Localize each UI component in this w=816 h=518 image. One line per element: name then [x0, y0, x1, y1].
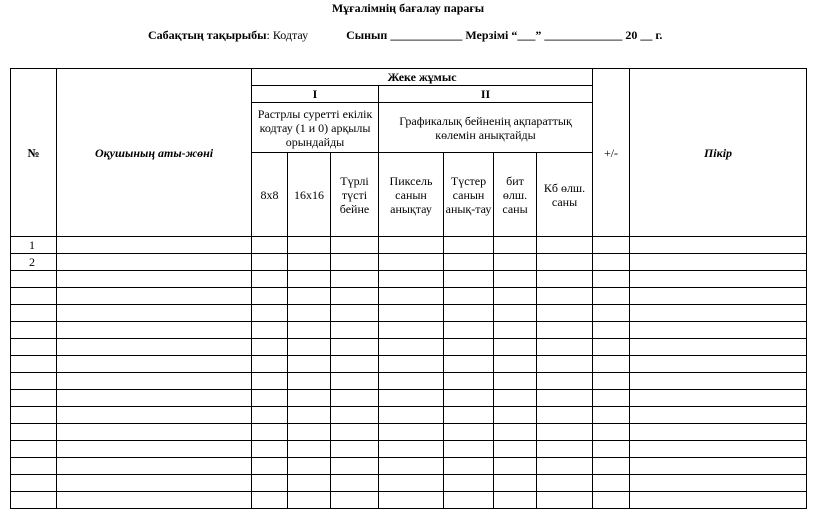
table-row — [11, 424, 807, 441]
table-cell — [494, 492, 537, 509]
year-text: 20 __ г. — [625, 28, 663, 42]
table-row — [11, 288, 807, 305]
table-cell — [379, 424, 444, 441]
table-row — [11, 254, 807, 271]
row-number — [11, 424, 57, 441]
table-cell — [630, 305, 807, 322]
header-sub-pixel-count: Пиксель санын анықтау — [379, 153, 444, 237]
table-cell — [630, 288, 807, 305]
table-cell — [331, 441, 379, 458]
row-number: 1 — [11, 237, 57, 254]
header-comment: Пікір — [630, 69, 807, 237]
table-cell — [252, 254, 288, 271]
table-cell — [444, 390, 494, 407]
table-cell — [444, 305, 494, 322]
table-cell — [494, 441, 537, 458]
table-cell — [630, 254, 807, 271]
table-row — [11, 339, 807, 356]
header-section-2: II — [379, 86, 593, 103]
header-sub-8x8: 8x8 — [252, 153, 288, 237]
table-cell — [630, 441, 807, 458]
header-sub-16x16: 16x16 — [288, 153, 331, 237]
table-cell — [379, 373, 444, 390]
table-cell — [494, 322, 537, 339]
table-cell — [379, 492, 444, 509]
table-cell — [252, 492, 288, 509]
table-cell — [494, 407, 537, 424]
table-row — [11, 441, 807, 458]
table-cell — [494, 305, 537, 322]
table-cell — [57, 390, 252, 407]
table-cell — [288, 475, 331, 492]
table-cell — [593, 441, 630, 458]
table-cell — [331, 288, 379, 305]
table-cell — [379, 339, 444, 356]
header-sub-color-image: Түрлі түсті бейне — [331, 153, 379, 237]
topic-label: Сабақтың тақырыбы — [148, 28, 267, 42]
table-cell — [630, 424, 807, 441]
row-number — [11, 475, 57, 492]
table-cell — [494, 254, 537, 271]
header-student-name: Оқушының аты-жөні — [57, 69, 252, 237]
table-cell — [537, 424, 593, 441]
header-task-2: Графикалық бейненің ақпараттық көлемін анықтайды — [379, 103, 593, 153]
header-section-1: I — [252, 86, 379, 103]
table-row — [11, 237, 807, 254]
table-cell — [57, 424, 252, 441]
table-cell — [537, 288, 593, 305]
table-cell — [444, 271, 494, 288]
table-cell — [494, 424, 537, 441]
table-cell — [630, 339, 807, 356]
lesson-info-line — [148, 27, 662, 43]
row-number — [11, 373, 57, 390]
table-cell — [379, 322, 444, 339]
table-cell — [57, 407, 252, 424]
table-cell — [331, 390, 379, 407]
row-number — [11, 492, 57, 509]
table-cell — [593, 373, 630, 390]
table-cell — [444, 373, 494, 390]
table-cell — [252, 475, 288, 492]
table-cell — [494, 458, 537, 475]
table-cell — [57, 492, 252, 509]
row-number — [11, 390, 57, 407]
table-row — [11, 356, 807, 373]
table-cell — [494, 356, 537, 373]
table-cell — [379, 390, 444, 407]
table-cell — [288, 373, 331, 390]
table-cell — [288, 322, 331, 339]
table-cell — [630, 271, 807, 288]
table-cell — [288, 271, 331, 288]
table-cell — [379, 271, 444, 288]
table-cell — [444, 458, 494, 475]
table-cell — [331, 475, 379, 492]
table-cell — [252, 373, 288, 390]
table-cell — [593, 458, 630, 475]
row-number — [11, 322, 57, 339]
table-cell — [57, 322, 252, 339]
table-cell — [288, 288, 331, 305]
table-cell — [537, 322, 593, 339]
table-cell — [288, 492, 331, 509]
table-cell — [57, 288, 252, 305]
table-cell — [630, 373, 807, 390]
table-cell — [444, 356, 494, 373]
table-cell — [444, 322, 494, 339]
table-cell — [593, 475, 630, 492]
table-cell — [444, 441, 494, 458]
table-cell — [444, 492, 494, 509]
table-cell — [537, 339, 593, 356]
table-cell — [379, 407, 444, 424]
table-cell — [537, 458, 593, 475]
table-cell — [252, 237, 288, 254]
table-cell — [630, 390, 807, 407]
row-number — [11, 271, 57, 288]
table-cell — [379, 356, 444, 373]
table-cell — [444, 254, 494, 271]
table-cell — [57, 237, 252, 254]
table-cell — [494, 475, 537, 492]
table-cell — [444, 475, 494, 492]
table-cell — [331, 407, 379, 424]
date-label: Мерзімі — [465, 28, 509, 42]
table-cell — [593, 237, 630, 254]
row-number — [11, 356, 57, 373]
table-cell — [331, 356, 379, 373]
table-cell — [252, 305, 288, 322]
header-sub-color-count: Түстер санын анық-тау — [444, 153, 494, 237]
table-cell — [630, 322, 807, 339]
table-cell — [252, 322, 288, 339]
table-cell — [444, 237, 494, 254]
row-number — [11, 288, 57, 305]
table-cell — [444, 407, 494, 424]
table-cell — [379, 458, 444, 475]
table-cell — [537, 475, 593, 492]
table-cell — [252, 424, 288, 441]
table-cell — [288, 390, 331, 407]
table-cell — [331, 492, 379, 509]
table-cell — [630, 458, 807, 475]
table-cell — [252, 441, 288, 458]
table-cell — [444, 339, 494, 356]
header-task-1: Растрлы суретті екілік кодтау (1 и 0) арқылы орындайды — [252, 103, 379, 153]
table-cell — [593, 407, 630, 424]
class-blank: ____________ — [390, 28, 463, 42]
table-cell — [252, 407, 288, 424]
table-cell — [537, 356, 593, 373]
table-cell — [331, 271, 379, 288]
table-cell — [537, 237, 593, 254]
table-cell — [593, 305, 630, 322]
table-row — [11, 390, 807, 407]
date-blank: “___” _____________ — [511, 28, 623, 42]
table-cell — [252, 288, 288, 305]
table-row — [11, 475, 807, 492]
table-cell — [593, 254, 630, 271]
table-row — [11, 373, 807, 390]
table-cell — [593, 424, 630, 441]
row-number — [11, 441, 57, 458]
table-cell — [288, 254, 331, 271]
table-cell — [494, 339, 537, 356]
table-cell — [494, 288, 537, 305]
table-cell — [57, 254, 252, 271]
table-cell — [379, 254, 444, 271]
table-cell — [537, 492, 593, 509]
header-sub-bits: бит өлш. саны — [494, 153, 537, 237]
table-cell — [57, 441, 252, 458]
table-cell — [288, 407, 331, 424]
table-cell — [593, 271, 630, 288]
table-cell — [593, 492, 630, 509]
table-cell — [57, 373, 252, 390]
table-row — [11, 492, 807, 509]
table-cell — [252, 356, 288, 373]
table-cell — [593, 339, 630, 356]
table-cell — [537, 305, 593, 322]
table-cell — [252, 339, 288, 356]
table-cell — [57, 305, 252, 322]
table-cell — [379, 288, 444, 305]
table-cell — [494, 271, 537, 288]
table-cell — [537, 407, 593, 424]
table-cell — [593, 288, 630, 305]
table-row — [11, 322, 807, 339]
table-row — [11, 271, 807, 288]
table-row — [11, 407, 807, 424]
table-cell — [252, 271, 288, 288]
row-number — [11, 339, 57, 356]
table-cell — [379, 305, 444, 322]
table-cell — [593, 356, 630, 373]
table-cell — [331, 373, 379, 390]
table-cell — [537, 390, 593, 407]
row-number — [11, 305, 57, 322]
table-cell — [331, 424, 379, 441]
table-cell — [494, 373, 537, 390]
table-cell — [630, 237, 807, 254]
table-cell — [331, 305, 379, 322]
table-cell — [331, 322, 379, 339]
table-cell — [331, 254, 379, 271]
assessment-table — [10, 68, 807, 509]
table-cell — [379, 237, 444, 254]
table-cell — [288, 424, 331, 441]
topic-value: : Кодтау — [266, 28, 309, 42]
table-cell — [593, 390, 630, 407]
row-number: 2 — [11, 254, 57, 271]
table-cell — [57, 356, 252, 373]
table-cell — [57, 339, 252, 356]
table-cell — [494, 237, 537, 254]
table-cell — [57, 271, 252, 288]
table-cell — [379, 441, 444, 458]
table-cell — [630, 475, 807, 492]
table-cell — [537, 441, 593, 458]
table-cell — [331, 237, 379, 254]
table-cell — [494, 390, 537, 407]
table-cell — [288, 237, 331, 254]
header-plus-minus: +/- — [593, 69, 630, 237]
table-cell — [630, 492, 807, 509]
table-cell — [331, 339, 379, 356]
table-cell — [379, 475, 444, 492]
table-cell — [444, 424, 494, 441]
table-cell — [630, 356, 807, 373]
header-number: № — [11, 69, 57, 237]
table-cell — [331, 458, 379, 475]
table-cell — [537, 373, 593, 390]
table-cell — [288, 339, 331, 356]
table-cell — [57, 475, 252, 492]
table-cell — [288, 356, 331, 373]
table-cell — [444, 288, 494, 305]
table-cell — [252, 390, 288, 407]
row-number — [11, 458, 57, 475]
row-number — [11, 407, 57, 424]
table-cell — [288, 458, 331, 475]
table-cell — [537, 254, 593, 271]
table-cell — [288, 441, 331, 458]
table-cell — [630, 407, 807, 424]
header-sub-kb: Кб өлш. саны — [537, 153, 593, 237]
page-title: Мұғалімнің бағалау парағы — [331, 1, 485, 15]
class-label: Сынып — [346, 28, 388, 42]
table-cell — [537, 271, 593, 288]
header-individual-work: Жеке жұмыс — [252, 69, 593, 86]
table-cell — [593, 322, 630, 339]
table-row — [11, 305, 807, 322]
table-cell — [57, 458, 252, 475]
table-row — [11, 458, 807, 475]
table-cell — [252, 458, 288, 475]
table-cell — [288, 305, 331, 322]
